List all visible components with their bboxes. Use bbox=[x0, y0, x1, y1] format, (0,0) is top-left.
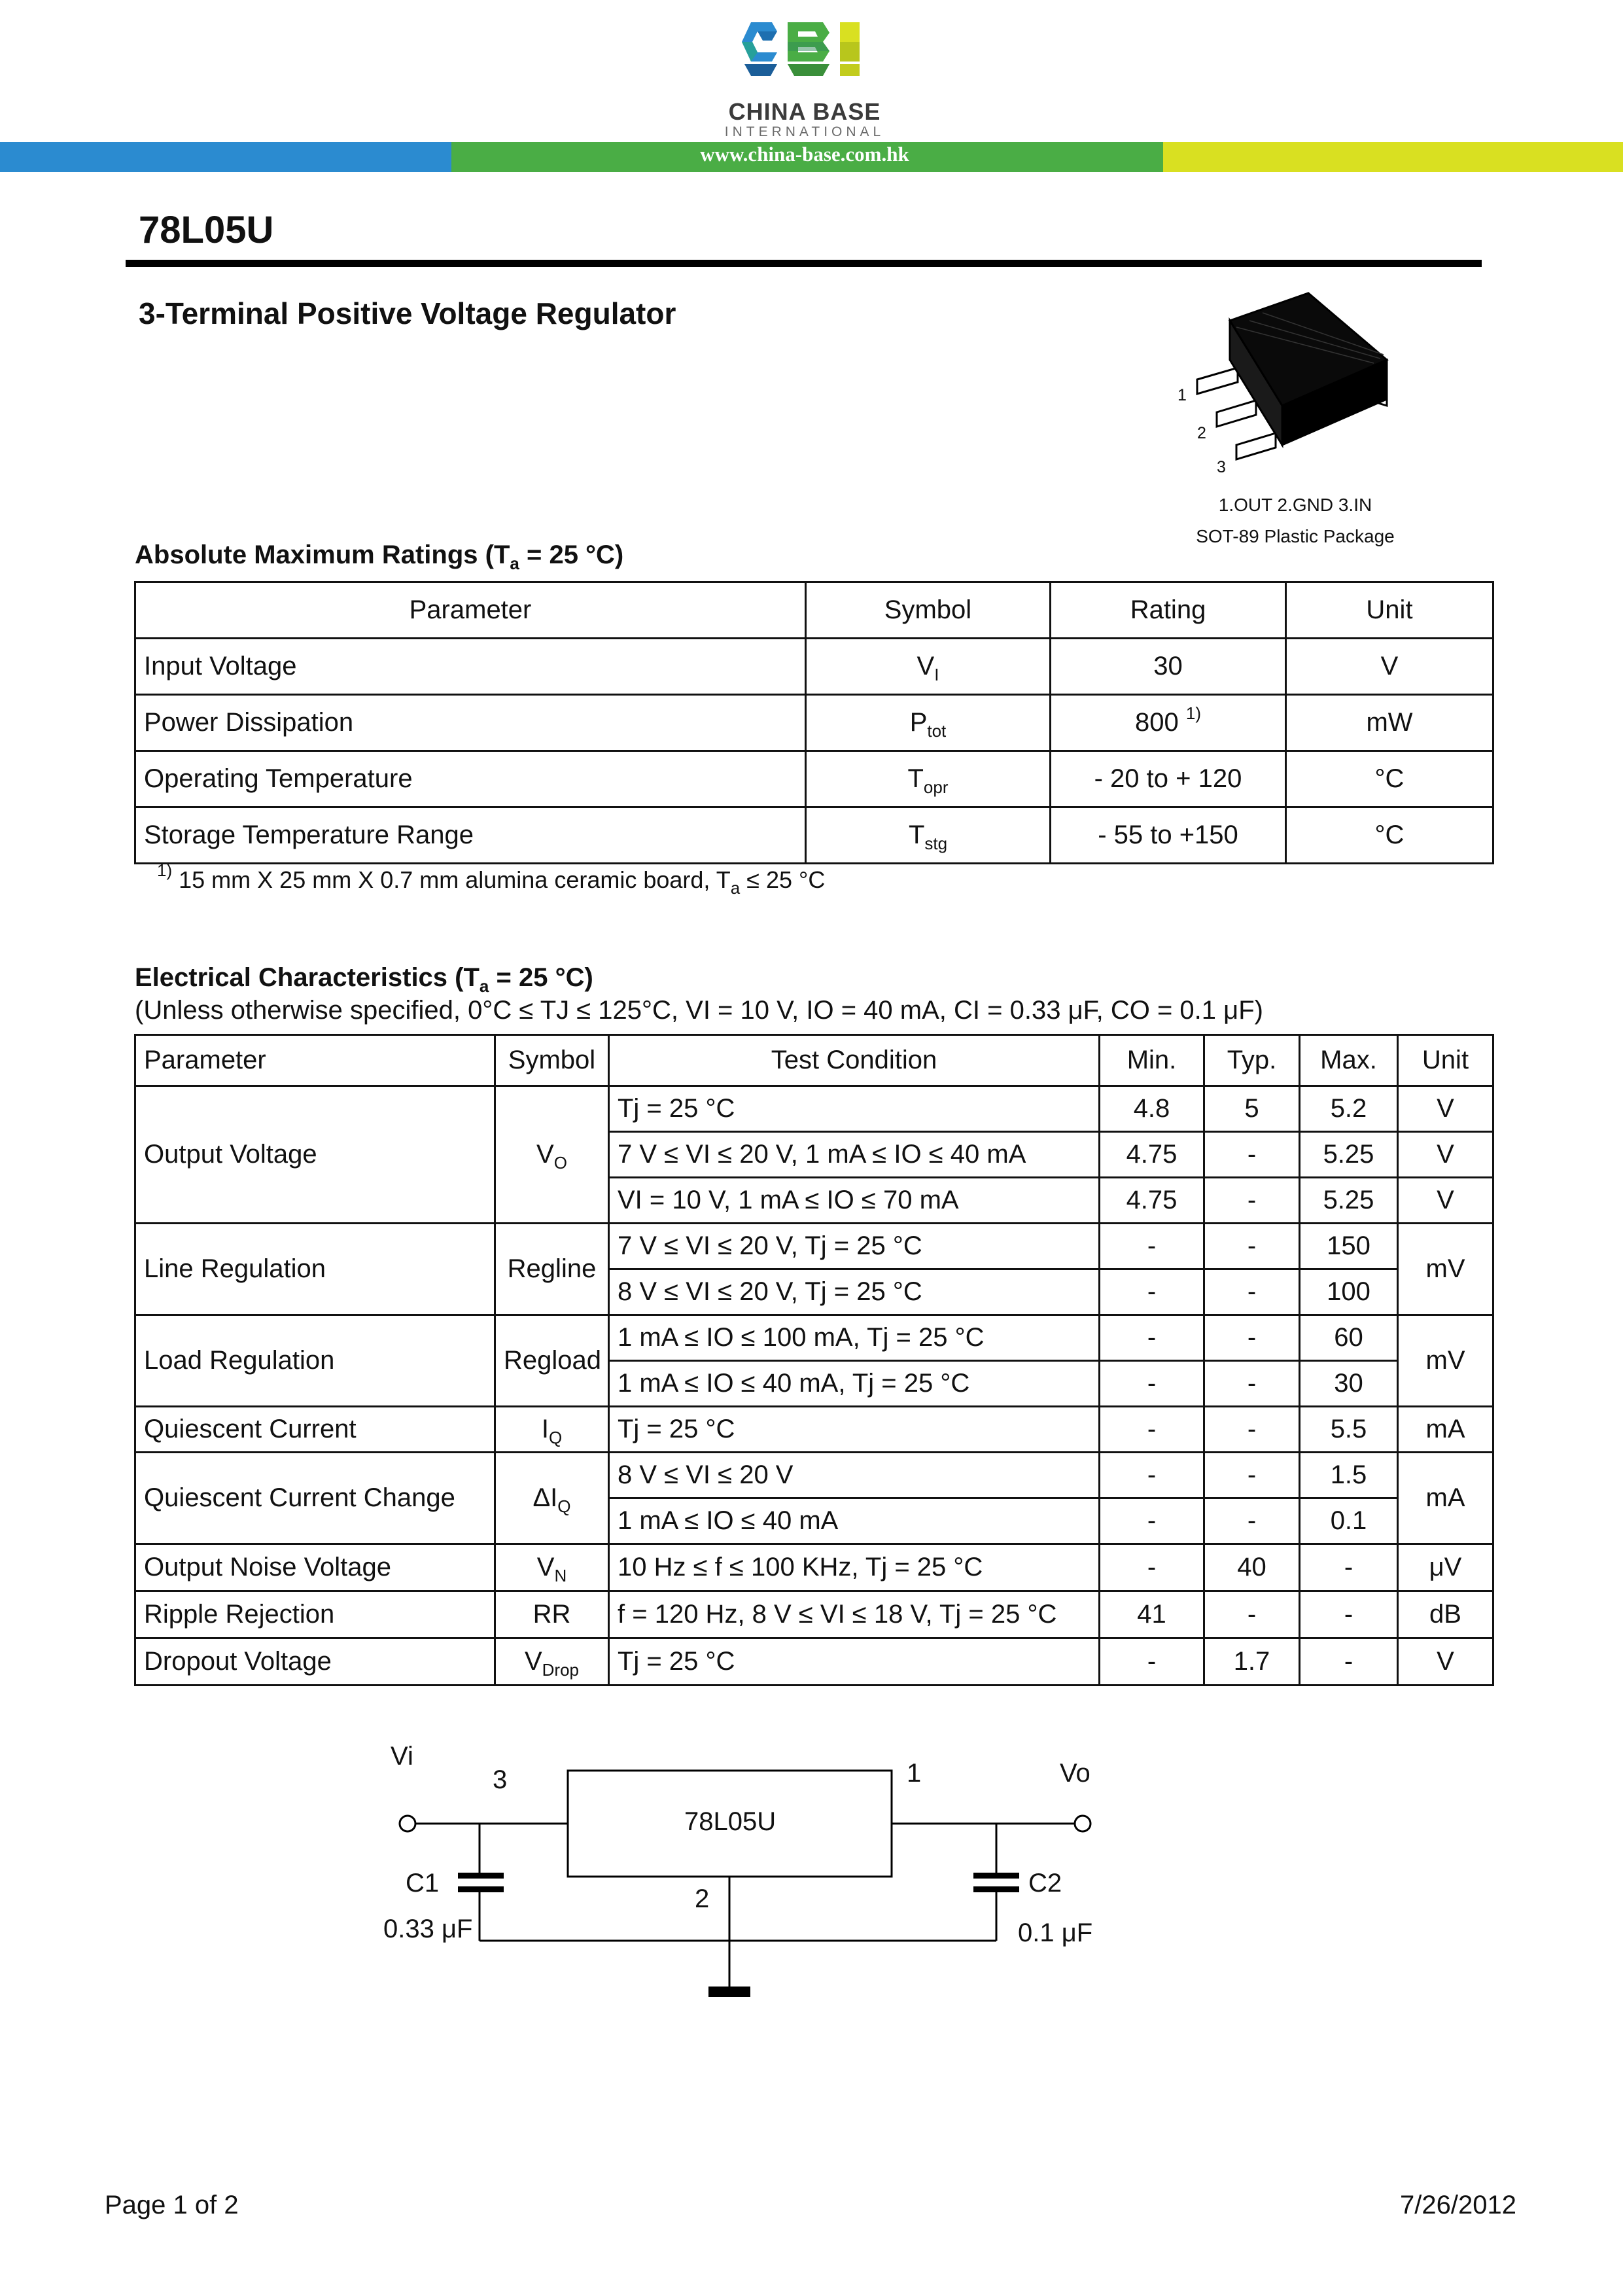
circuit-output-label: Vo bbox=[1060, 1759, 1091, 1788]
abs-max-header-row bbox=[135, 582, 1493, 639]
parameter-cell: Ripple Rejection bbox=[135, 1591, 495, 1638]
table-row bbox=[135, 1086, 1493, 1132]
parameter-cell: Dropout Voltage bbox=[135, 1638, 495, 1686]
unit-cell: mV bbox=[1398, 1315, 1493, 1407]
max-cell: 100 bbox=[1300, 1269, 1398, 1315]
parameter-cell: Power Dissipation bbox=[135, 695, 806, 751]
sot89-package-drawing bbox=[1164, 281, 1413, 478]
condition-cell: 8 V ≤ VI ≤ 20 V, Tj = 25 °C bbox=[609, 1269, 1100, 1315]
parameter-cell: Load Regulation bbox=[135, 1315, 495, 1407]
max-cell: - bbox=[1300, 1591, 1398, 1638]
condition-cell: 1 mA ≤ IO ≤ 40 mA bbox=[609, 1498, 1100, 1544]
capacitor-c2-label: C2 bbox=[1028, 1869, 1062, 1898]
website-link[interactable]: www.china-base.com.hk bbox=[700, 143, 909, 166]
symbol-cell: $P_{tot}$ bbox=[806, 695, 1051, 751]
rating-cell: 800 $^{1)}$ bbox=[1051, 695, 1286, 751]
rating-cell: - 55 to +150 bbox=[1051, 807, 1286, 864]
abs-max-title: Absolute Maximum Ratings ($T_a = 25$ °C) bbox=[135, 540, 624, 573]
capacitor-c1-label: C1 bbox=[406, 1869, 440, 1898]
typ-cell: - bbox=[1204, 1178, 1300, 1224]
circuit-input-label: Vi bbox=[391, 1742, 413, 1771]
pin-description: 1.OUT 2.GND 3.IN bbox=[1218, 495, 1372, 515]
typ-cell: - bbox=[1204, 1361, 1300, 1407]
max-cell: 5.2 bbox=[1300, 1086, 1398, 1132]
parameter-cell: Input Voltage bbox=[135, 639, 806, 695]
circuit-pin-out: 1 bbox=[907, 1759, 922, 1788]
header-max: Max. bbox=[1300, 1035, 1398, 1086]
condition-cell: f = 120 Hz, 8 V ≤ VI ≤ 18 V, Tj = 25 °C bbox=[609, 1591, 1100, 1638]
parameter-cell: Quiescent Current bbox=[135, 1407, 495, 1453]
brand-tagline: INTERNATIONAL bbox=[724, 124, 885, 139]
circuit-pin-in: 3 bbox=[493, 1765, 508, 1794]
unit-cell: °C bbox=[1286, 807, 1493, 864]
unit-cell: °C bbox=[1286, 751, 1493, 807]
max-cell: - bbox=[1300, 1544, 1398, 1591]
circuit-chip-label: 78L05U bbox=[684, 1807, 777, 1836]
condition-cell: Tj = 25 °C bbox=[609, 1638, 1100, 1686]
parameter-cell: Output Noise Voltage bbox=[135, 1544, 495, 1591]
elec-header-row bbox=[135, 1035, 1493, 1086]
min-cell: - bbox=[1100, 1224, 1204, 1269]
max-cell: 5.25 bbox=[1300, 1132, 1398, 1178]
circuit-pin-gnd: 2 bbox=[695, 1884, 710, 1913]
min-cell: - bbox=[1100, 1361, 1204, 1407]
capacitor-c2-value: 0.1 μF bbox=[1018, 1918, 1093, 1947]
typ-cell: - bbox=[1204, 1224, 1300, 1269]
min-cell: - bbox=[1100, 1638, 1204, 1686]
min-cell: - bbox=[1100, 1498, 1204, 1544]
max-cell: 30 bbox=[1300, 1361, 1398, 1407]
min-cell: - bbox=[1100, 1315, 1204, 1361]
min-cell: 4.8 bbox=[1100, 1086, 1204, 1132]
rating-cell: 30 bbox=[1051, 639, 1286, 695]
table-row bbox=[135, 807, 1493, 864]
header-symbol: Symbol bbox=[495, 1035, 609, 1086]
elec-char-conditions: (Unless otherwise specified, 0°C ≤ TJ ≤ 125°C, VI = 10 V, IO = 40 mA, CI = 0.33 μF, CO = 0.1 μF) bbox=[135, 996, 1263, 1025]
min-cell: - bbox=[1100, 1407, 1204, 1453]
typ-cell: 1.7 bbox=[1204, 1638, 1300, 1686]
cbi-logo bbox=[731, 18, 888, 90]
parameter-cell: Output Voltage bbox=[135, 1086, 495, 1224]
unit-cell: mA bbox=[1398, 1407, 1493, 1453]
abs-max-table bbox=[134, 581, 1494, 864]
package-name: SOT-89 Plastic Package bbox=[1196, 526, 1395, 546]
min-cell: - bbox=[1100, 1544, 1204, 1591]
typ-cell: - bbox=[1204, 1269, 1300, 1315]
unit-cell: V bbox=[1398, 1178, 1493, 1224]
symbol-cell: $T_{stg}$ bbox=[806, 807, 1051, 864]
symbol-cell: $V_N$ bbox=[495, 1544, 609, 1591]
typ-cell: - bbox=[1204, 1453, 1300, 1498]
header-symbol: Symbol bbox=[806, 582, 1051, 639]
condition-cell: 10 Hz ≤ f ≤ 100 KHz, Tj = 25 °C bbox=[609, 1544, 1100, 1591]
pin-label-2: 2 bbox=[1197, 424, 1206, 442]
table-row bbox=[135, 639, 1493, 695]
electrical-characteristics-table bbox=[134, 1034, 1494, 1686]
min-cell: 41 bbox=[1100, 1591, 1204, 1638]
table-row bbox=[135, 1224, 1493, 1269]
document-date: 7/26/2012 bbox=[1400, 2191, 1516, 2219]
table-row bbox=[135, 1453, 1493, 1498]
condition-cell: 7 V ≤ VI ≤ 20 V, Tj = 25 °C bbox=[609, 1224, 1100, 1269]
condition-cell: 8 V ≤ VI ≤ 20 V bbox=[609, 1453, 1100, 1498]
max-cell: 60 bbox=[1300, 1315, 1398, 1361]
typ-cell: - bbox=[1204, 1315, 1300, 1361]
symbol-cell: Regline bbox=[495, 1224, 609, 1315]
typ-cell: 40 bbox=[1204, 1544, 1300, 1591]
pin-label-3: 3 bbox=[1217, 458, 1226, 476]
abs-max-footnote: $^{1)}$ 15 mm X 25 mm X 0.7 mm alumina ceramic board, $T_a \le 25$ °C bbox=[157, 860, 826, 898]
header-unit: Unit bbox=[1286, 582, 1493, 639]
symbol-cell: $V_O$ bbox=[495, 1086, 609, 1224]
part-number-title: 78L05U bbox=[139, 209, 274, 251]
table-row bbox=[135, 1591, 1493, 1638]
max-cell: 0.1 bbox=[1300, 1498, 1398, 1544]
document-subtitle: 3-Terminal Positive Voltage Regulator bbox=[139, 296, 676, 330]
max-cell: 5.25 bbox=[1300, 1178, 1398, 1224]
typ-cell: - bbox=[1204, 1591, 1300, 1638]
condition-cell: Tj = 25 °C bbox=[609, 1086, 1100, 1132]
unit-cell: mW bbox=[1286, 695, 1493, 751]
max-cell: - bbox=[1300, 1638, 1398, 1686]
unit-cell: V bbox=[1286, 639, 1493, 695]
header-unit: Unit bbox=[1398, 1035, 1493, 1086]
condition-cell: 1 mA ≤ IO ≤ 40 mA, Tj = 25 °C bbox=[609, 1361, 1100, 1407]
table-row bbox=[135, 1638, 1493, 1686]
title-rule bbox=[126, 260, 1482, 267]
brand-name: CHINA BASE bbox=[728, 98, 881, 125]
symbol-cell: RR bbox=[495, 1591, 609, 1638]
symbol-cell: Regload bbox=[495, 1315, 609, 1407]
typ-cell: - bbox=[1204, 1132, 1300, 1178]
header-parameter: Parameter bbox=[135, 1035, 495, 1086]
unit-cell: mV bbox=[1398, 1224, 1493, 1315]
max-cell: 5.5 bbox=[1300, 1407, 1398, 1453]
symbol-cell: $V_{Drop}$ bbox=[495, 1638, 609, 1686]
capacitor-c1-value: 0.33 μF bbox=[383, 1915, 473, 1943]
typ-cell: - bbox=[1204, 1407, 1300, 1453]
min-cell: - bbox=[1100, 1269, 1204, 1315]
symbol-cell: $I_Q$ bbox=[495, 1407, 609, 1453]
parameter-cell: Line Regulation bbox=[135, 1224, 495, 1315]
header-bar-blue bbox=[0, 142, 451, 172]
header-parameter: Parameter bbox=[135, 582, 806, 639]
table-row bbox=[135, 751, 1493, 807]
table-row bbox=[135, 1544, 1493, 1591]
header-typ: Typ. bbox=[1204, 1035, 1300, 1086]
min-cell: 4.75 bbox=[1100, 1132, 1204, 1178]
parameter-cell: Storage Temperature Range bbox=[135, 807, 806, 864]
table-row bbox=[135, 1315, 1493, 1361]
header-min: Min. bbox=[1100, 1035, 1204, 1086]
typ-cell: - bbox=[1204, 1498, 1300, 1544]
unit-cell: dB bbox=[1398, 1591, 1493, 1638]
symbol-cell: $T_{opr}$ bbox=[806, 751, 1051, 807]
page-number: Page 1 of 2 bbox=[105, 2191, 239, 2219]
header-rating: Rating bbox=[1051, 582, 1286, 639]
unit-cell: V bbox=[1398, 1132, 1493, 1178]
symbol-cell: $\Delta I_Q$ bbox=[495, 1453, 609, 1544]
table-row bbox=[135, 1407, 1493, 1453]
table-row bbox=[135, 695, 1493, 751]
pin-label-1: 1 bbox=[1178, 386, 1187, 404]
min-cell: 4.75 bbox=[1100, 1178, 1204, 1224]
symbol-cell: $V_I$ bbox=[806, 639, 1051, 695]
condition-cell: VI = 10 V, 1 mA ≤ IO ≤ 70 mA bbox=[609, 1178, 1100, 1224]
parameter-cell: Quiescent Current Change bbox=[135, 1453, 495, 1544]
typ-cell: 5 bbox=[1204, 1086, 1300, 1132]
unit-cell: V bbox=[1398, 1086, 1493, 1132]
condition-cell: 1 mA ≤ IO ≤ 100 mA, Tj = 25 °C bbox=[609, 1315, 1100, 1361]
max-cell: 1.5 bbox=[1300, 1453, 1398, 1498]
unit-cell: mA bbox=[1398, 1453, 1493, 1544]
header-test-condition: Test Condition bbox=[609, 1035, 1100, 1086]
header-bar-yellow bbox=[1163, 142, 1623, 172]
parameter-cell: Operating Temperature bbox=[135, 751, 806, 807]
min-cell: - bbox=[1100, 1453, 1204, 1498]
max-cell: 150 bbox=[1300, 1224, 1398, 1269]
elec-char-title: Electrical Characteristics ($T_a = 25$ °C) bbox=[135, 963, 593, 996]
condition-cell: Tj = 25 °C bbox=[609, 1407, 1100, 1453]
unit-cell: μV bbox=[1398, 1544, 1493, 1591]
rating-cell: - 20 to + 120 bbox=[1051, 751, 1286, 807]
condition-cell: 7 V ≤ VI ≤ 20 V, 1 mA ≤ IO ≤ 40 mA bbox=[609, 1132, 1100, 1178]
unit-cell: V bbox=[1398, 1638, 1493, 1686]
